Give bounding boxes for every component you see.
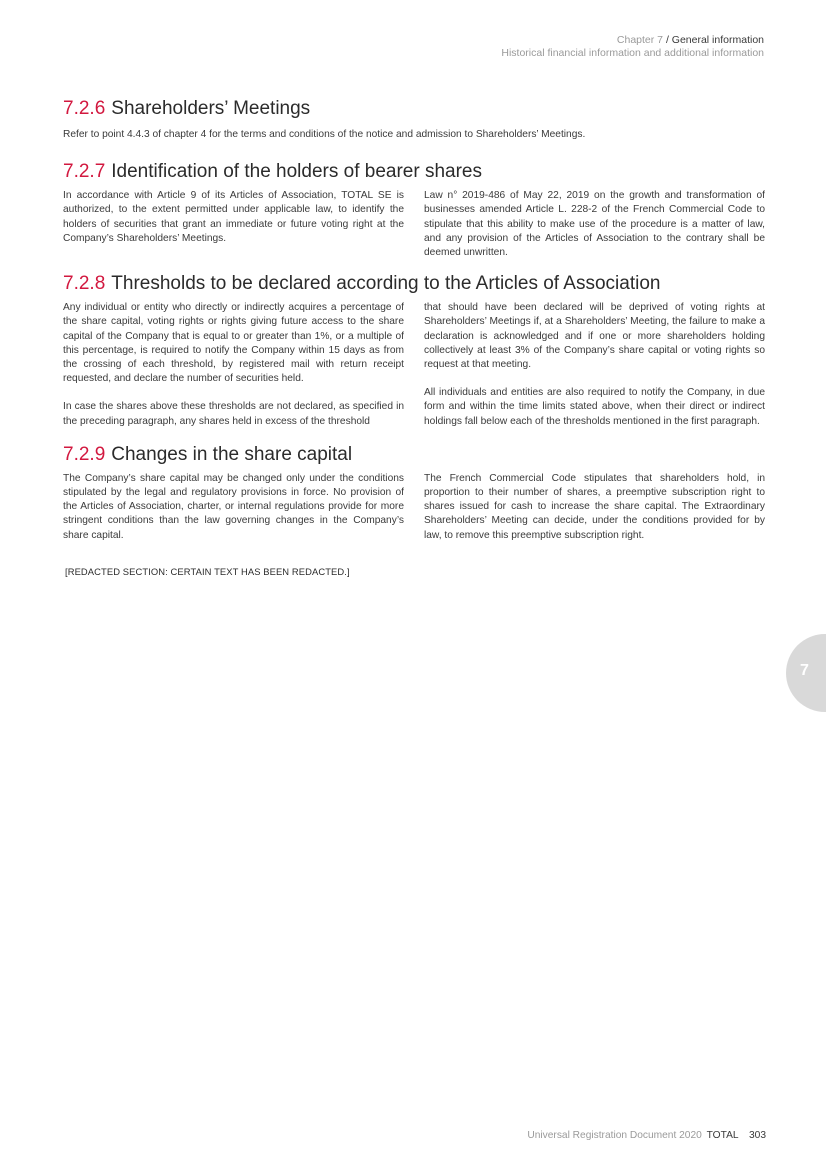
header-subtitle: Historical financial information and additional information (501, 47, 764, 59)
section-heading (63, 442, 765, 468)
section-heading (63, 159, 765, 185)
section-heading (63, 271, 765, 297)
section-7-2-6 (63, 96, 765, 142)
paragraph: Any individual or entity who directly or indirectly acquires a percentage of the share capital, voting rights or rights giving future access to the share capital of the Company that is equal to or greater than 1%, or a multiple of this percentage, is required to notify the Company within 15 days as from the crossing of each threshold, by registered mail with return receipt requested, and declare the number of securities held. (63, 302, 404, 385)
paragraph: Refer to point 4.4.3 of chapter 4 for the terms and conditions of the notice and admission to Shareholders’ Meetings. (63, 129, 586, 140)
paragraph-gap (424, 372, 765, 386)
paragraph: All individuals and entities are also required to notify the Company, in due form and within the time limits stated above, when their direct or indirect holdings fall below each of the thresholds mentioned in the first paragraph. (424, 387, 765, 427)
header-chapter-title: General information (671, 34, 764, 46)
section-number: 7.2.8 (63, 273, 106, 295)
section-number: 7.2.6 (63, 98, 106, 119)
section-title: Shareholders’ Meetings (111, 98, 311, 119)
two-column-body (63, 472, 765, 543)
paragraph: In accordance with Article 9 of its Articles of Association, TOTAL SE is authorized, to the extent permitted under applicable law, to identify the holders of securities that grant an immediate or future voting right at the Company’s Shareholders’ Meetings. (63, 190, 404, 244)
header-chapter: Chapter 7 (616, 34, 664, 46)
chapter-tab (786, 634, 826, 712)
section-title: Changes in the share capital (111, 443, 353, 465)
header-separator: / (665, 34, 669, 46)
two-column-body (63, 301, 765, 429)
section-7-2-7 (63, 159, 765, 260)
paragraph: that should have been declared will be deprived of voting rights at Shareholders’ Meetings if, at a Shareholders’ Meeting, the failure to make a declaration is acknowledged and if one or more shareholders holding collectively at least 3% of the Company’s share capital or voting rights so request at that meeting. (424, 302, 765, 371)
paragraph: Law n° 2019-486 of May 22, 2019 on the growth and transformation of businesses amended Article L. 228-2 of the French Commercial Code to stipulate that this ability to make use of the procedure is a matter of law, and any provision of the Articles of Association to the contrary shall be deemed unwritten. (424, 190, 765, 259)
page-number: 303 (749, 1130, 766, 1141)
footer-brand: TOTAL (706, 1130, 739, 1141)
paragraph: The French Commercial Code stipulates that shareholders hold, in proportion to their number of shares, a preemptive subscription right to shares issued for cash to increase the share capital. The Extraordinary Shareholders’ Meeting can decide, under the conditions provided for by law, to remove this preemptive subscription right. (424, 472, 765, 541)
footer-document-title: Universal Registration Document 2020 (527, 1130, 702, 1141)
page-content (63, 96, 765, 577)
section-title: Identification of the holders of bearer shares (111, 161, 482, 183)
section-number: 7.2.7 (63, 161, 106, 183)
page-footer (527, 1130, 766, 1141)
running-header (501, 34, 764, 60)
section-number: 7.2.9 (63, 443, 106, 465)
header-chapter-line (501, 34, 764, 47)
left-column (63, 472, 404, 543)
section-7-2-8 (63, 271, 765, 429)
chapter-tab-number: 7 (800, 662, 809, 679)
paragraph: The Company’s share capital may be changed only under the conditions stipulated by the legal and regulatory provisions in force. No provision of the Articles of Association, charter, or internal regulations provide for more stringent conditions than the law governing changes in the Company’s share capital. (63, 472, 404, 541)
section-title: Thresholds to be declared according to the Articles of Association (111, 273, 661, 295)
right-column (424, 189, 765, 260)
paragraph: In case the shares above these thresholds are not declared, as specified in the preceding paragraph, any shares held in excess of the threshold (63, 401, 404, 427)
redacted-note: [REDACTED SECTION: CERTAIN TEXT HAS BEEN REDACTED.] (65, 565, 350, 577)
two-column-body (63, 189, 765, 260)
right-column (424, 301, 765, 429)
left-column (63, 301, 404, 429)
section-heading (63, 96, 765, 122)
section-7-2-9 (63, 442, 765, 543)
paragraph-gap (63, 386, 404, 400)
right-column (424, 472, 765, 543)
left-column (63, 189, 404, 260)
